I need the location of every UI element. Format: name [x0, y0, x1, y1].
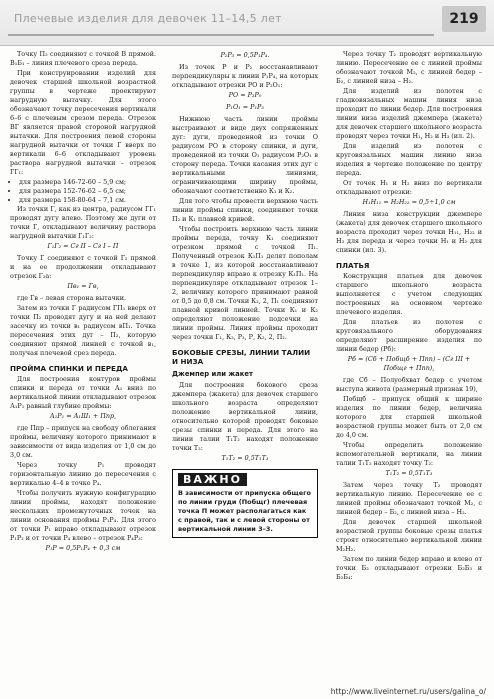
size-list: [10, 178, 156, 205]
callout-text: В зависимости от припуска общего по линии груди (Побщг) плечевая точка П может располагаться как с правой, так и с левой стороны от вертикальной линии 3–3.: [178, 489, 311, 533]
subsection-heading: Джемпер или жакет: [172, 370, 253, 378]
running-title: Плечевые изделия для девочек 11–14,5 лет: [14, 12, 282, 25]
paragraph: Из точек Р и Р₂ восстанавливают перпендикуляры к линии Р₁Р₄, на которых откладывают отрезки РО и Р₂О₁:: [172, 63, 318, 89]
paragraph: Затем по линии бедер вправо и влево от точки Б₂ откладывают отрезки Б₂Б₃ и Б₂Б₄:: [336, 555, 482, 581]
list-item: • для размера 146-72-60 – 5,9 см;: [19, 178, 156, 187]
paragraph: Для изделий из полотен с гладковязальных машин линия низа проходит по линии бедер. Для построения линии низа изделий джемпера (жакета) для девочек старшего школьного возраста проводят через точки Н₁, Н₂ и Н₃ (ил. 2).: [336, 87, 482, 140]
formula: Н₁Н₁₁ = Н₂Н₂₂ = 0,5÷1,0 см: [362, 198, 456, 206]
page-number: 219: [442, 6, 486, 32]
callout-title: ВАЖНО: [178, 473, 247, 486]
paragraph: Затем через точку Т₂ проводят вертикальную линию. Пересечение ее с линией проймы обозначают точкой М₂, с линией бедер – Б₂, с линией низа – Н₂.: [336, 481, 482, 516]
paragraph: Конструкция платьев для девочек старшего школьного возраста выполняется с учетом следующих построенных на основном чертеже плечевого изделия.: [336, 272, 482, 316]
paragraph: Чтобы получить нужную конфигурацию линии проймы, находят положение нескольких промежуточных точек на линии основания проймы Р₁Р₄. Для этого от точки Р₁ вправо откладывают отрезок Р₁Р₂ и от точки Р₄ влево – отрезок Р₄Р₃:: [10, 489, 156, 542]
paragraph: Чтобы определить положение вспомогательной вертикали, на линии талии Т₁Т₂ находят точку Т₂:: [336, 441, 482, 467]
formula: Рб = (Сб + Побщб + Ппп) – (Сг III + Побщг + Ппп),: [347, 355, 471, 372]
paragraph: Для девочек старшей школьной возрастной группы боковые срезы платья строят относительно вертикальной линии М₂Н₂.: [336, 518, 482, 553]
formula: Г₁Г₂ = Сг II – Сг I – П: [47, 242, 119, 250]
source-url-watermark: http://www.liveinternet.ru/users/galina_o/: [330, 687, 486, 696]
paragraph: Для платьев из полотен с круговязального оборудования определяют расширение изделия по линии бедер (Рб):: [336, 318, 482, 353]
column-middle: [172, 50, 318, 538]
paragraph: Затем из точки Г радиусом ГП₁ вверх от точки П₂ проводят дугу и на ней делают засечку из точки в₁ радиусом вП₁. Точка пересечения этих дуг – П₂, которую соединяют прямой линией с точкой в₁, получая плечевой срез переда.: [10, 304, 156, 357]
paragraph: От точек Н₁ и Н₂ вниз по вертикали откладывают отрезки:: [336, 179, 482, 196]
formula: Т₁Т₂ = 0,5Т₁Т₃: [221, 454, 269, 462]
list-item: • для размера 158-80-64 – 7,1 см.: [19, 196, 156, 205]
paragraph: Из точки Г, как из центра, радиусом ГГ₁ проводят дугу влево. Поэтому же дуги от точки Г, откладывают величину раствора нагрудной вытачки Г₁Г₂:: [10, 205, 156, 240]
formula: Р₂Р₃ = 0,5Р₁Р₄.: [220, 51, 270, 59]
important-callout: [172, 469, 318, 538]
paragraph: Через точку Т₂ проводят вертикальную линию. Пересечение ее с линией проймы обозначают точкой М₂, с линией бедер – Б₂, с линией низа – Н₂.: [336, 50, 482, 85]
formula: Т₁Т₂ = 0,5Т₁Т₃: [385, 469, 433, 477]
section-heading: БОКОВЫЕ СРЕЗЫ, ЛИНИИ ТАЛИИ И НИЗА: [172, 348, 311, 366]
formula: Р₁Р = 0,5Р₁Р₄ + 0,3 см: [45, 544, 121, 552]
paragraph: Точку Г соединяют с точкой Г₂ прямой и на ее продолжении откладывают отрезок Г₂а:: [10, 254, 156, 280]
column-right: [336, 50, 482, 583]
column-left: [10, 50, 156, 556]
paragraph: где Сб – Полуобхват бедер с учетом выступа живота (размерный признак 19),: [336, 376, 482, 393]
paragraph: Для того чтобы провести верхнюю часть линии проймы спинки, соединяют точки П₂ и К₁ плавной кривой.: [172, 197, 318, 223]
section-heading: ПЛАТЬЯ: [336, 261, 370, 270]
paragraph: Для изделий из полотен с круговязальных машин линию низа изделия в чертеже положение по центру переда.: [336, 142, 482, 177]
formula: А₁Р₁ = А₁Ш₁ + Ппр,: [49, 412, 117, 420]
formula: Р₁О₁ = Р₁Р₃: [226, 103, 264, 111]
paragraph: Чтобы построить верхнюю часть линии проймы переда, точку К₁ соединяют отрезком прямой с точкой П₁. Полученный отрезок К₁П₁ делят пополам в точке 1, из которой восстанавливают перпендикуляр вправо к отрезку К₁П₁. На перпендикуляре откладывают отрезок 1–2, величину которого принимают равной от 0,5 до 0,8 см. Точки К₂, 2, П₁ соединяют плавной кривой линией. Точки К₁ и К₂ определяют положение подсечки на линии проймы. Линия проймы проходит через точки Г₁, К₂, Р₃, Р, К₂, 2, П₂.: [172, 225, 318, 341]
page-header: [0, 0, 494, 46]
header-rule: [8, 34, 434, 36]
section-heading: ПРОЙМА СПИНКИ И ПЕРЕДА: [10, 364, 128, 373]
paragraph: Для построения контуров проймы спинки и переда от точки А₁ вниз по вертикальной линии откладывают отрезок А₁Р₁ равный глубине проймы:: [10, 375, 156, 410]
list-item: • для размера 152-76-62 – 6,5 см;: [19, 187, 156, 196]
paragraph: где Гв – левая сторона вытачки.: [17, 294, 127, 302]
paragraph: Через точку Р₁ проводят горизонтальную линию до пересечения с вертикалью 4–4 в точке Р₄.: [10, 461, 156, 487]
paragraph: Линия низа конструкции джемпере (жакета) для девочек старшего школьного возраста проходит через точки Н₁₁, Н₂₂ и Н₃ для переда и через точки Н₁ и Н₂ для спинки (ил. 3).: [336, 210, 482, 254]
formula: Пв₁ = Гв,: [67, 282, 99, 290]
paragraph: Точку П₂ соединяют с точкой В прямой. В₁Б₁ – линия плечевого среза переда.: [10, 50, 156, 67]
paragraph: Нижнюю часть линии проймы выстраивают и виде двух сопряженных дуг: дуги, проведенной из точки О радиусом РО в сторону спинки, и дуги, проведенной из точки О₁ радиусом Р₂О₁ в сторону переда. Точки касания этих дуг с вертикальными линиями, ограничивающими ширину проймы, обозначают соответственно К₁ и К₂.: [172, 115, 318, 195]
paragraph: где Ппр – припуск на свободу облегания проймы, величину которого принимают в зависимости от вида изделия от 1,0 см до 3,0 см.: [10, 424, 156, 459]
paragraph: Побщб – припуск общий к ширине изделия по линии бедер, величина которого для старшей школьной возрастной группы может быть от 2,0 см до 4,0 см.: [336, 395, 482, 439]
formula: РО = Р₂Р₀: [228, 91, 262, 99]
paragraph: Для построения бокового среза джемпера (жакета) для девочек старшего школьного возраста определяют положение вертикальной линии, относительно которой проводят боковые срезы спинки и переда. Для этого на линии талии Т₁Т₂ находят положение точки Т₂:: [172, 381, 318, 452]
paragraph: При конструировании изделий для девочек старшей школьной возрастной группы в чертеже проектируют нагрудную вытачку. Для этого обозначают точку пересечения вертикали 6–6 с плечевым срезом переда. Отрезок ВГ является правой стороной нагрудной вытачки. Для построения левой стороны нагрудной вытачки от точки Г вверх по вертикали 6–6 откладывают уровень раствора нагрудной вытачки – отрезок ГГ₁:: [10, 69, 156, 176]
